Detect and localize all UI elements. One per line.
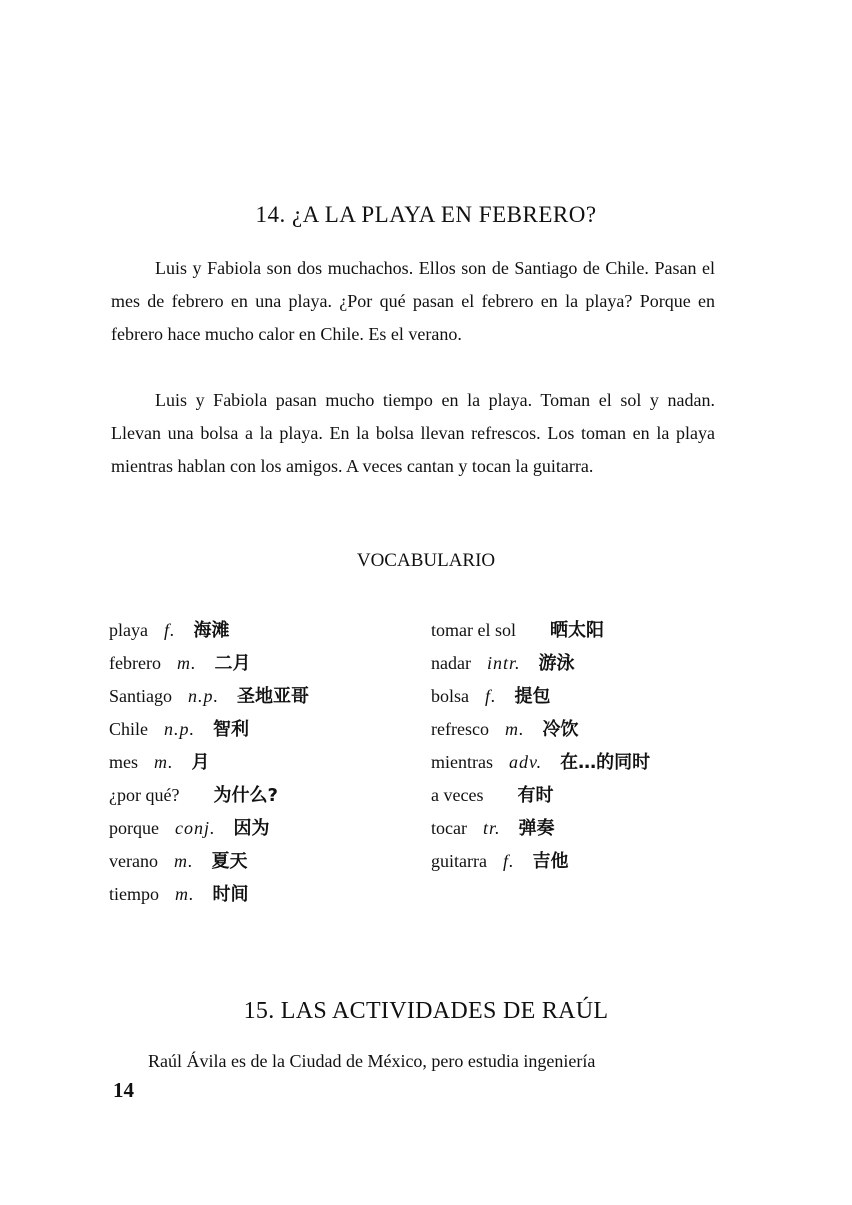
section-14-paragraph-2: Luis y Fabiola pasan mucho tiempo en la playa. Toman el sol y nadan. Llevan una bolsa a la playa. En la bolsa llevan refrescos. Los toman en la playa mientras hablan con los amigos. A veces cantan y tocan la guitarra. [111,390,715,476]
vocab-translation: 冷饮 [542,719,579,740]
vocab-entry [109,713,309,746]
vocab-entry [109,746,309,779]
vocab-pos: f. [163,620,176,640]
vocab-entry [431,680,650,713]
vocab-word: Santiago [109,686,172,706]
vocab-pos: n.p. [164,719,195,739]
vocab-pos: n.p. [188,686,219,706]
vocab-translation: 夏天 [211,851,248,872]
section-14-title: 14. ¿A LA PLAYA EN FEBRERO? [255,202,597,227]
vocab-pos: conj. [174,818,216,838]
vocab-entry [109,812,309,845]
vocab-translation: 二月 [214,653,251,674]
vocab-word: mientras [431,752,493,772]
vocab-entry [109,779,309,812]
vocab-translation: 在…的同时 [560,752,651,773]
vocab-translation: 因为 [233,818,270,839]
vocab-translation: 晒太阳 [549,620,604,641]
vocab-word: guitarra [431,851,487,871]
vocab-translation: 游泳 [538,653,575,674]
vocab-entry [431,812,650,845]
vocab-pos: m. [504,719,525,739]
vocab-pos: intr. [486,653,521,673]
vocab-pos: f. [485,686,497,706]
section-15-first-line: Raúl Ávila es de la Ciudad de México, pero estudia ingeniería [148,1051,596,1071]
vocab-translation: 为什么? [213,785,278,806]
vocab-entry [431,713,650,746]
vocab-word: refresco [431,719,489,739]
vocab-entry [431,779,650,812]
vocab-word: tocar [431,818,467,838]
vocab-word: verano [109,851,158,871]
vocab-translation: 圣地亚哥 [237,686,309,707]
vocab-word: tomar el sol [431,620,516,640]
vocab-word: bolsa [431,686,469,706]
vocabulary-left-column [109,614,309,911]
vocab-word: playa [109,620,148,640]
vocab-pos: f. [502,851,515,871]
vocab-entry [109,680,309,713]
vocab-translation: 吉他 [532,851,569,872]
vocab-pos: m. [175,884,195,904]
vocab-entry [431,647,650,680]
vocab-translation: 时间 [212,884,249,905]
vocab-entry [431,746,650,779]
section-14-paragraph-1: Luis y Fabiola son dos muchachos. Ellos son de Santiago de Chile. Pasan el mes de febrero en una playa. ¿Por qué pasan el febrero en la playa? Porque en febrero hace mucho calor en Chile. Es el verano. [111,258,715,344]
vocab-entry [109,614,309,647]
section-15-title: 15. LAS ACTIVIDADES DE RAÚL [243,998,609,1024]
vocab-word: tiempo [109,884,159,904]
vocabulary-right-column [431,614,650,878]
vocab-word: porque [109,818,159,838]
vocab-entry [431,845,650,878]
vocab-translation: 有时 [517,785,554,806]
vocab-word: mes [109,752,138,772]
vocab-word: ¿por qué? [109,785,180,805]
vocab-entry [109,878,309,911]
vocab-pos: m. [173,851,194,871]
vocab-word: a veces [431,785,484,805]
vocab-translation: 智利 [213,719,249,740]
vocab-word: Chile [109,719,148,739]
vocab-word: febrero [109,653,161,673]
vocab-pos: m. [154,752,174,772]
vocabulary-heading: VOCABULARIO [356,550,496,571]
vocab-translation: 提包 [514,686,551,707]
vocab-pos: tr. [482,818,501,838]
vocab-word: nadar [431,653,471,673]
vocab-translation: 月 [191,752,210,773]
vocab-entry [109,647,309,680]
vocab-pos: adv. [508,752,543,772]
vocab-pos: m. [176,653,197,673]
page-number: 14 [113,1078,134,1102]
vocab-translation: 海滩 [193,620,230,641]
vocab-entry [109,845,309,878]
vocab-entry [431,614,650,647]
vocab-translation: 弹奏 [518,818,555,839]
